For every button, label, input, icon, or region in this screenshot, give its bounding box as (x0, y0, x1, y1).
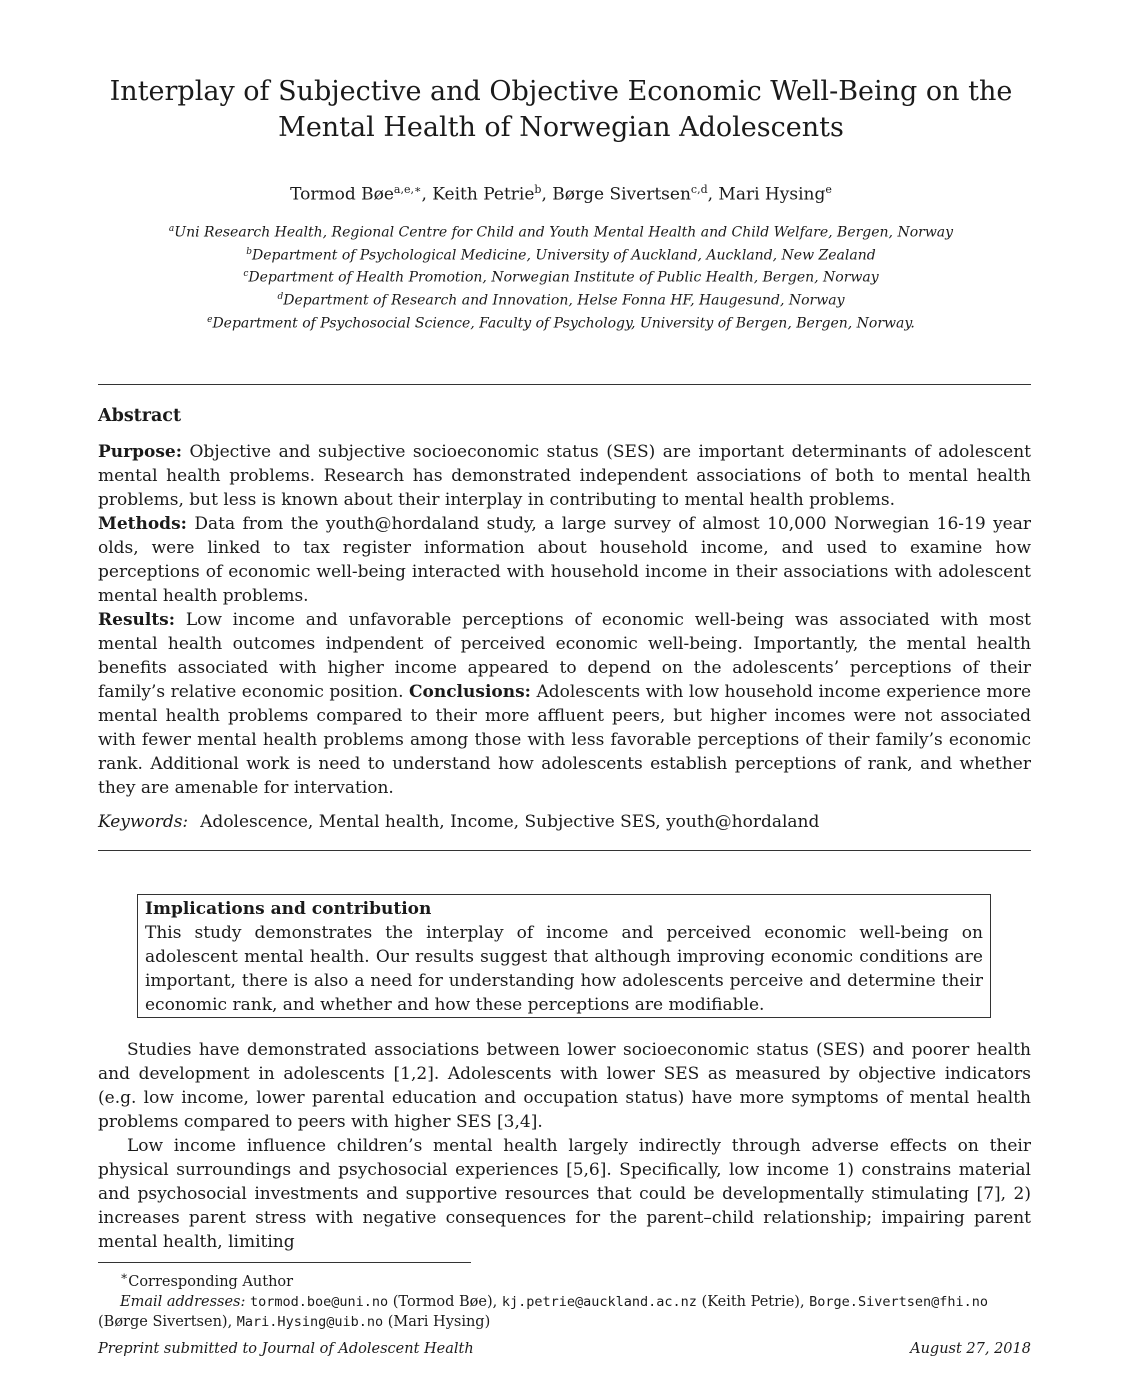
author-list: Tormod Bøe$^{a,e,∗}$, Keith Petrie$^b$, Børge Sivertsen$^{c,d}$, Mari Hysing$^e$ (290, 183, 832, 205)
footnote-rule (98, 1262, 471, 1263)
body-text (98, 1038, 1031, 1254)
affiliation-list (80, 220, 1042, 333)
abstract-bottom-rule (98, 850, 1031, 851)
email-note: Email addresses: tormod.boe@uni.no (Tormod Bøe), kj.petrie@auckland.ac.nz (Keith Petrie), Borge.Sivertsen@fhi.no (Børge Sivertsen), Mari.Hysing@uib.no (Mari Hysing) (98, 1293, 988, 1330)
affiliation: $^c$Department of Health Promotion, Norwegian Institute of Public Health, Bergen, Norway (243, 269, 879, 286)
author-name: Mari Hysing (718, 184, 826, 205)
author-affil-mark: a,e,∗ (393, 183, 422, 196)
author-name: Keith Petrie (432, 184, 535, 205)
email-link[interactable]: Mari.Hysing@uib.no (236, 1313, 384, 1330)
affiliation: $^d$Department of Research and Innovation, Helse Fonna HF, Haugesund, Norway (277, 291, 845, 309)
keywords (98, 810, 1031, 834)
keywords-label: Keywords: (98, 812, 189, 832)
page-footer (98, 1341, 1031, 1357)
author-name: Børge Sivertsen (552, 184, 691, 205)
abstract-heading: Abstract (98, 406, 182, 426)
affiliation: $^a$Uni Research Health, Regional Centre for Child and Youth Mental Health and Child Welfare, Bergen, Norway (168, 224, 954, 241)
body-paragraph: Low income influence children’s mental health largely indirectly through adverse effects on their physical surroundings and psychosocial experiences [5,6]. Specifically, low income 1) constrains material and psychosocial investments and supportive resources that could be developmentally stimulating [7], 2) increases parent stress with negative consequences for the parent–child relationship; impairing parent mental health, limiting (98, 1136, 1031, 1252)
author-affil-mark: e (825, 183, 832, 196)
corresponding-note: ∗Corresponding Author (120, 1269, 294, 1290)
author-name: Tormod Bøe (290, 184, 394, 205)
implications-title: Implications and contribution (145, 899, 432, 919)
email-link[interactable]: Borge.Sivertsen@fhi.no (809, 1293, 988, 1310)
abstract-results: Results: Low income and unfavorable perceptions of economic well-being was associated with most mental health outcomes indpendent of perceived economic well-being. Importantly, the mental health benefits associated with higher income appeared to depend on the adolescents’ perceptions of their family’s relative economic position. Conclusions: Adolescents with low household income experience more mental health problems compared to their more affluent peers, but higher incomes were not associated with fewer mental health problems among those with less favorable perceptions of their family’s economic rank. Additional work is need to understand how adolescents establish perceptions of rank, and whether they are amenable for intervation. (98, 610, 1032, 798)
keywords-text: Adolescence, Mental health, Income, Subjective SES, youth@hordaland (200, 812, 820, 832)
footer-date: August 27, 2018 (910, 1341, 1031, 1357)
footnotes (98, 1266, 1031, 1332)
author-affil-mark: c,d (690, 183, 708, 196)
author-affil-mark: b (534, 183, 542, 196)
paper-title: Interplay of Subjective and Objective Economic Well-Being on the Mental Health of Norwegian Adolescents (109, 76, 1013, 143)
abstract-body (98, 440, 1031, 800)
email-link[interactable]: kj.petrie@auckland.ac.nz (501, 1293, 697, 1310)
implications-box (137, 894, 991, 1018)
affiliation: $^e$Department of Psychosocial Science, Faculty of Psychology, University of Bergen, Bergen, Norway. (207, 314, 915, 332)
abstract-purpose: Purpose: Objective and subjective socioeconomic status (SES) are important determinants of adolescent mental health problems. Research has demonstrated independent associations of both to mental health problems, but less is known about their interplay in contributing to mental health problems. (98, 442, 1032, 510)
implications-text: This study demonstrates the interplay of income and perceived economic well-being on adolescent mental health. Our results suggest that although improving economic conditions are important, there is also a need for understanding how adolescents perceive and determine their economic rank, and whether and how these perceptions are modifiable. (145, 923, 983, 1015)
email-link[interactable]: tormod.boe@uni.no (249, 1293, 389, 1310)
abstract-top-rule (98, 384, 1031, 385)
affiliation: $^b$Department of Psychological Medicine, University of Auckland, Auckland, New Zealand (246, 246, 876, 264)
body-paragraph: Studies have demonstrated associations between lower socioeconomic status (SES) and poorer health and development in adolescents [1,2]. Adolescents with lower SES as measured by objective indicators (e.g. low income, lower parental education and occupation status) have more symptoms of mental health problems compared to peers with higher SES [3,4]. (98, 1040, 1031, 1132)
footer-journal: Preprint submitted to Journal of Adolescent Health (98, 1341, 474, 1357)
abstract-methods: Methods: Data from the youth@hordaland study, a large survey of almost 10,000 Norwegian 16-19 year olds, were linked to tax register information about household income, and used to examine how perceptions of economic well-being interacted with household income in their associations with adolescent mental health problems. (98, 514, 1031, 606)
